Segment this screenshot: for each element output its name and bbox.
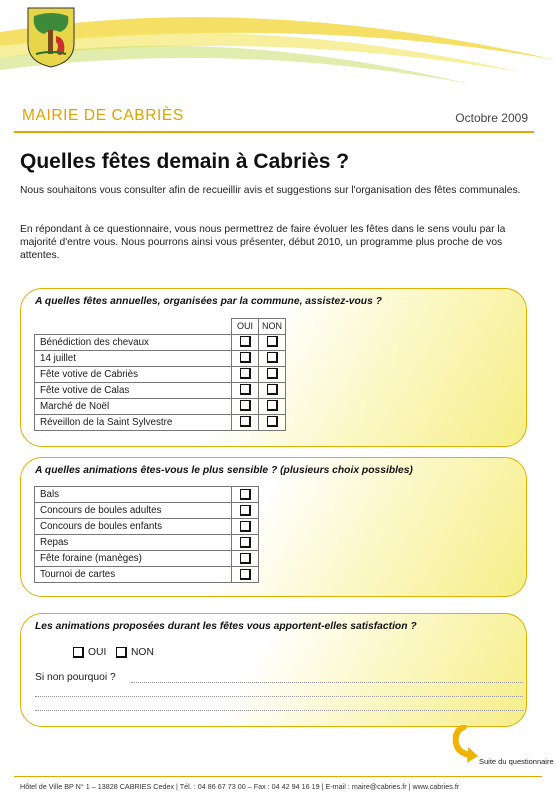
row-label: Réveillon de la Saint Sylvestre [35, 414, 232, 430]
column-header-non: NON [259, 319, 286, 335]
checkbox[interactable] [240, 489, 251, 500]
question-2-table [34, 486, 259, 583]
question-2-text: A quelles animations êtes-vous le plus sensible ? (plusieurs choix possibles) [35, 465, 413, 476]
checkbox-oui[interactable] [240, 400, 251, 411]
checkbox-oui[interactable] [240, 416, 251, 427]
row-label: Repas [35, 535, 232, 551]
checkbox-non[interactable] [267, 400, 278, 411]
row-label: Tournoi de cartes [35, 567, 232, 583]
intro-paragraph-2: En répondant à ce questionnaire, vous nous permettrez de faire évoluer les fêtes dans le sens voulu par la majorité d'entre vous. Nous pourrons ainsi vous présenter, début 2010, un programme plus proche de vos attentes. [20, 224, 506, 261]
table-row [35, 366, 286, 382]
page-title: Quelles fêtes demain à Cabriès ? [20, 150, 350, 173]
row-label: Marché de Noël [35, 398, 232, 414]
checkbox-oui[interactable] [240, 384, 251, 395]
checkbox[interactable] [240, 521, 251, 532]
checkbox[interactable] [240, 553, 251, 564]
row-label: 14 juillet [35, 350, 232, 366]
choice-oui-label: OUI [88, 647, 107, 658]
question-1-panel [20, 288, 527, 447]
checkbox-oui[interactable] [240, 336, 251, 347]
table-row [35, 334, 286, 350]
table-row [35, 350, 286, 366]
question-1-table [34, 318, 286, 431]
document-date: Octobre 2009 [455, 111, 528, 125]
intro-paragraph-1: Nous souhaitons vous consulter afin de recueillir avis et suggestions sur l'organisation des fêtes communales. [20, 185, 521, 196]
table-row [35, 487, 259, 503]
row-label: Bénédiction des chevaux [35, 334, 232, 350]
answer-line[interactable] [35, 710, 523, 711]
row-label: Fête votive de Cabriès [35, 366, 232, 382]
table-row [35, 503, 259, 519]
question-3-panel [20, 613, 527, 727]
table-row [35, 414, 286, 430]
checkbox-oui[interactable] [73, 647, 84, 658]
header-divider [14, 131, 534, 133]
row-label: Bals [35, 487, 232, 503]
table-row [35, 551, 259, 567]
question-2-panel [20, 457, 527, 597]
checkbox-non[interactable] [267, 368, 278, 379]
choice-non[interactable] [116, 647, 154, 658]
answer-line[interactable] [35, 696, 523, 697]
table-row [35, 567, 259, 583]
coat-of-arms-logo [26, 6, 76, 68]
column-header-oui: OUI [232, 319, 259, 335]
checkbox-oui[interactable] [240, 352, 251, 363]
question-1-text: A quelles fêtes annuelles, organisées par la commune, assistez-vous ? [35, 296, 382, 307]
checkbox[interactable] [240, 569, 251, 580]
continue-label: Suite du questionnaire [479, 757, 554, 766]
checkbox-non[interactable] [267, 384, 278, 395]
choice-oui[interactable] [73, 647, 106, 658]
checkbox[interactable] [240, 537, 251, 548]
checkbox-non[interactable] [267, 416, 278, 427]
checkbox-oui[interactable] [240, 368, 251, 379]
row-label: Fête foraine (manèges) [35, 551, 232, 567]
why-label: Si non pourquoi ? [35, 672, 116, 683]
table-row [35, 398, 286, 414]
answer-line[interactable] [131, 682, 523, 683]
choice-non-label: NON [131, 647, 154, 658]
row-label: Concours de boules adultes [35, 503, 232, 519]
table-row [35, 535, 259, 551]
checkbox-non[interactable] [267, 352, 278, 363]
footer-contact: Hôtel de Ville BP N° 1 – 13828 CABRIES Cedex | Tél. : 04 86 67 73 00 – Fax : 04 42 94 16 19 | E-mail : maire@cabries.fr | www.cabries.fr [20, 782, 460, 791]
row-label: Fête votive de Calas [35, 382, 232, 398]
mairie-heading: MAIRIE DE CABRIÈS [22, 107, 184, 124]
table-row [35, 519, 259, 535]
table-row [35, 382, 286, 398]
checkbox-non[interactable] [267, 336, 278, 347]
footer-divider [14, 776, 542, 777]
checkbox-non[interactable] [116, 647, 127, 658]
question-3-text: Les animations proposées durant les fêtes vous apportent-elles satisfaction ? [35, 621, 417, 632]
row-label: Concours de boules enfants [35, 519, 232, 535]
header-swoosh [0, 0, 556, 110]
checkbox[interactable] [240, 505, 251, 516]
